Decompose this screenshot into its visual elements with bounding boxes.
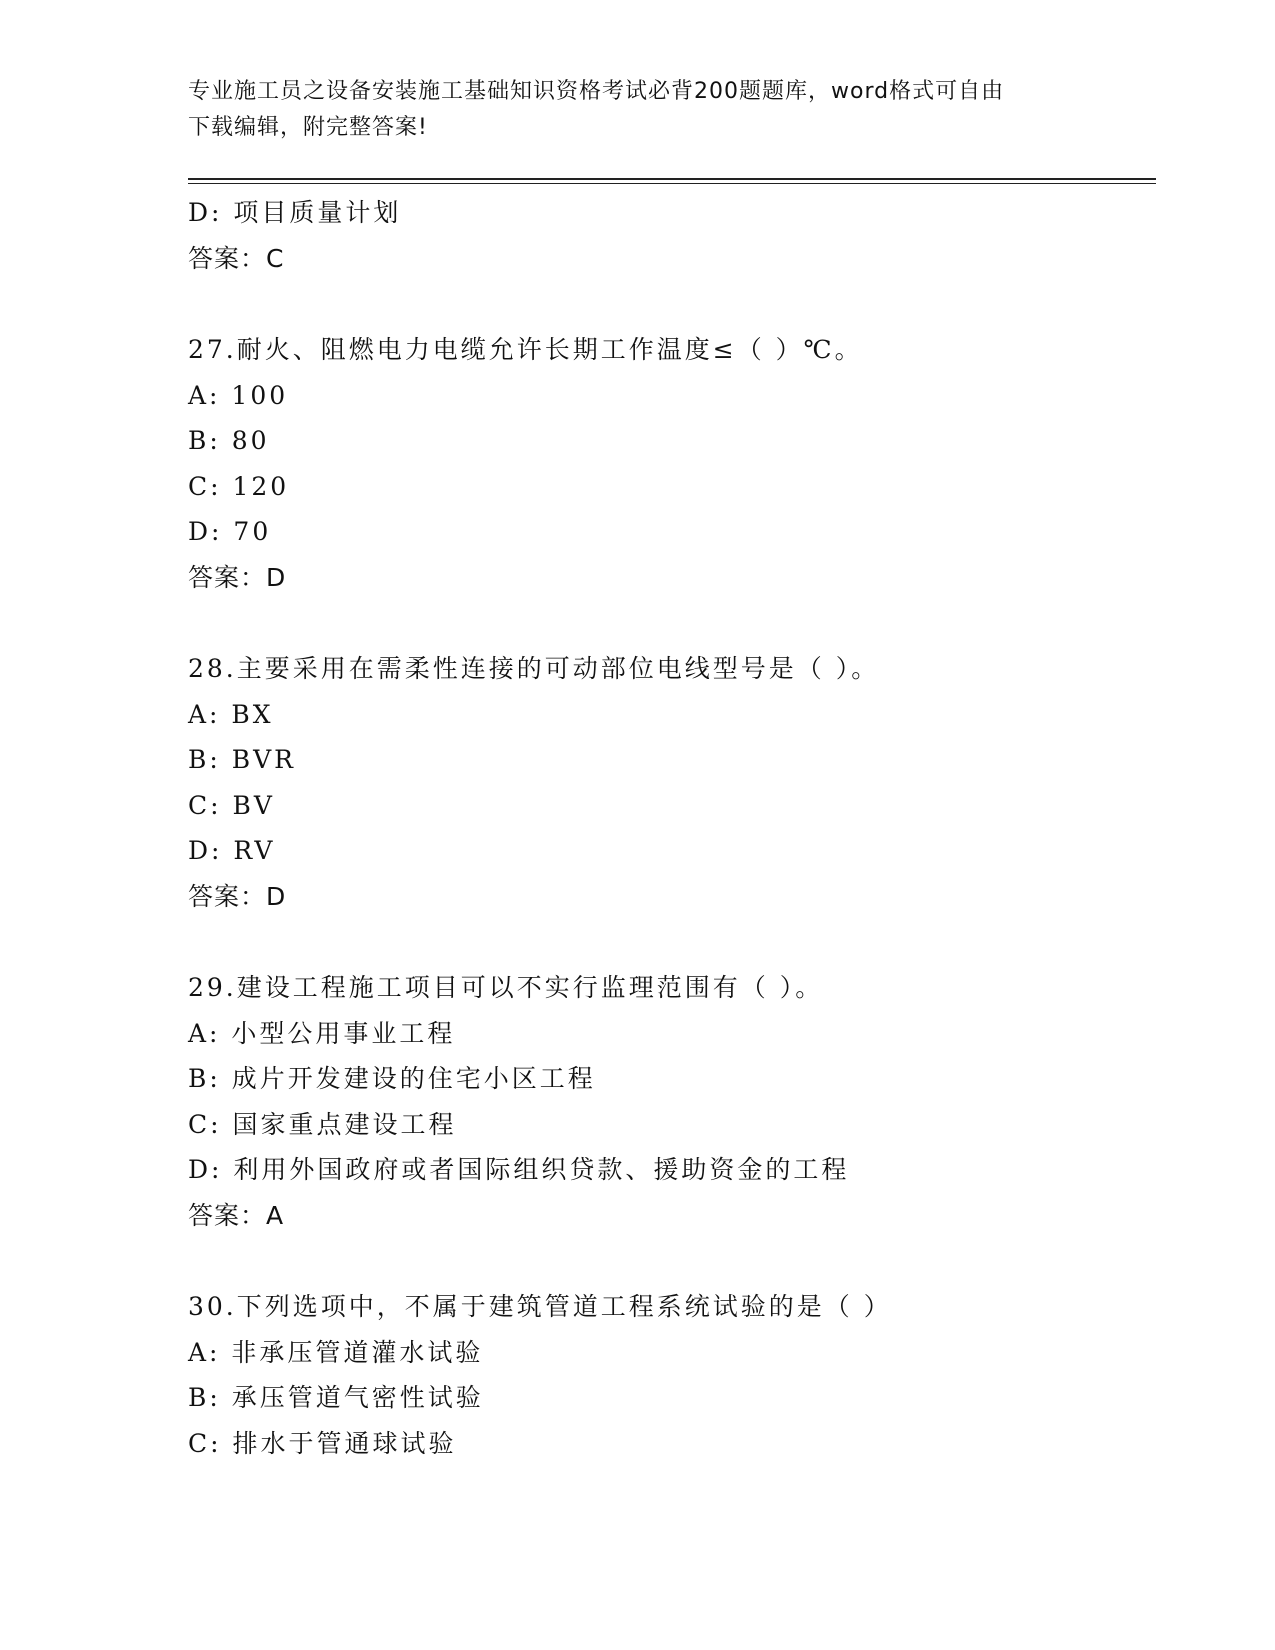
option-a: A: 100 bbox=[188, 380, 289, 410]
header-divider bbox=[188, 178, 1156, 184]
option-c: C: 排水于管通球试验 bbox=[188, 1428, 457, 1458]
question-stem: 27.耐火、阻燃电力电缆允许长期工作温度≤（ ）℃。 bbox=[188, 335, 863, 364]
option-d: D: 利用外国政府或者国际组织贷款、援助资金的工程 bbox=[188, 1155, 850, 1184]
answer: 答案：D bbox=[188, 562, 287, 592]
option-b: B: 80 bbox=[188, 426, 270, 455]
prev-answer: 答案：C bbox=[188, 243, 285, 273]
spacer bbox=[188, 919, 1148, 965]
option-a: A: BX bbox=[188, 699, 274, 729]
option-b: B: 成片开发建设的住宅小区工程 bbox=[188, 1064, 596, 1093]
answer: 答案：D bbox=[188, 881, 287, 911]
page-header bbox=[188, 74, 1088, 146]
question-list bbox=[188, 190, 1148, 1466]
option-d: D: RV bbox=[188, 836, 276, 865]
option-c: C: 120 bbox=[188, 471, 290, 501]
question-29 bbox=[188, 965, 1148, 1238]
question-stem: 30.下列选项中，不属于建筑管道工程系统试验的是（ ） bbox=[188, 1292, 892, 1321]
spacer bbox=[188, 1238, 1148, 1284]
option-c: C: 国家重点建设工程 bbox=[188, 1109, 457, 1139]
spacer bbox=[188, 281, 1148, 327]
spacer bbox=[188, 600, 1148, 646]
option-a: A: 小型公用事业工程 bbox=[188, 1018, 456, 1048]
option-b: B: BVR bbox=[188, 745, 296, 774]
option-d: D: 70 bbox=[188, 517, 272, 546]
prev-option-d: D: 项目质量计划 bbox=[188, 198, 402, 227]
question-30 bbox=[188, 1284, 1148, 1466]
option-c: C: BV bbox=[188, 790, 275, 820]
header-line-1: 专业施工员之设备安装施工基础知识资格考试必背200题题库，word格式可自由 bbox=[188, 79, 1005, 104]
option-b: B: 承压管道气密性试验 bbox=[188, 1383, 484, 1412]
option-a: A: 非承压管道灌水试验 bbox=[188, 1337, 484, 1367]
question-27 bbox=[188, 327, 1148, 600]
question-28 bbox=[188, 646, 1148, 919]
question-stem: 28.主要采用在需柔性连接的可动部位电线型号是（ ）。 bbox=[188, 654, 880, 683]
header-line-2: 下载编辑，附完整答案! bbox=[188, 115, 428, 140]
question-stem: 29.建设工程施工项目可以不实行监理范围有（ ）。 bbox=[188, 973, 824, 1002]
answer: 答案：A bbox=[188, 1200, 285, 1230]
